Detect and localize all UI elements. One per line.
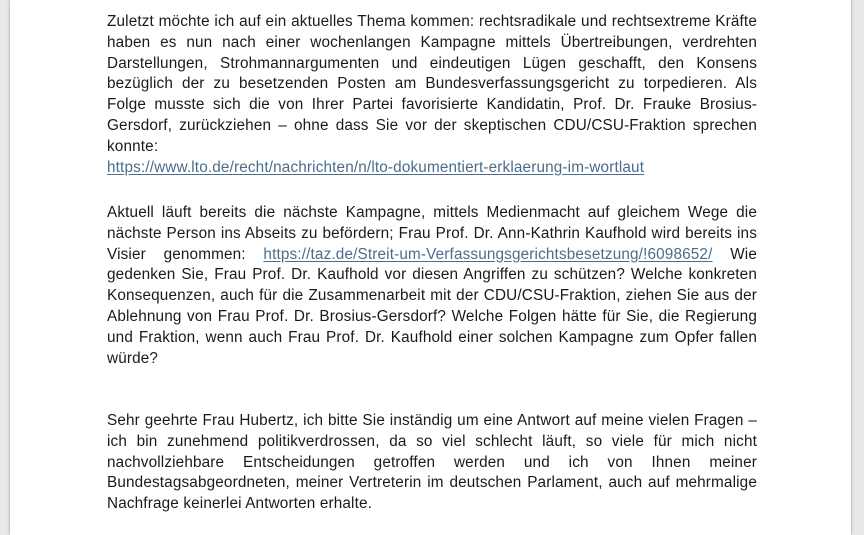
paragraph-2 [107,203,757,369]
paragraph-1-text: Zuletzt möchte ich auf ein aktuelles Thema kommen: rechtsradikale und rechtsextreme Kräfte haben es nun nach einer wochenlangen Kampagne mittels Übertreibungen, verdrehten Darstellungen, Strohmannargumenten und eindeutigen Lügen geschafft, den Konsens bezüglich der zu besetzenden Posten am Bundesverfassungsgericht zu torpedieren. Als Folge musste sich die von Ihrer Partei favorisierte Kandidatin, Prof. Dr. Frauke Brosius-Gersdorf, zurückziehen – ohne dass Sie vor der skeptischen CDU/CSU-Fraktion sprechen konnte: [107,13,757,155]
paragraph-2-text-after-link: Wie gedenken Sie, Frau Prof. Dr. Kaufhold vor diesen Angriffen zu schützen? Welche konkreten Konsequenzen, auch für die Zusammenarbeit mit der CDU/CSU-Fraktion, ziehen Sie aus der Ablehnung von Frau Prof. Dr. Brosius-Gersdorf? Welche Folgen hätte für Sie, die Regierung und Fraktion, wenn auch Frau Prof. Dr. Kaufhold einer solchen Kampagne zum Opfer fallen würde? [107,245,757,367]
document-page [10,0,851,535]
paragraph-3-text: Sehr geehrte Frau Hubertz, ich bitte Sie inständig um eine Antwort auf meine vielen Fragen – ich bin zunehmend politikverdrossen, da so viel schlecht läuft, so viele für mich nicht nachvollziehbare Entscheidungen getroffen werden und ich von Ihnen meiner Bundestagsabgeordneten, meiner Vertreterin im deutschen Parlament, auch auf mehrmalige Nachfrage keinerlei Antworten erhalte. [107,412,757,513]
lto-link[interactable]: https://www.lto.de/recht/nachrichten/n/lto-dokumentiert-erklaerung-im-wortlaut [107,158,645,176]
paragraph-3 [107,411,757,515]
paragraph-2-text-before-link: Aktuell läuft bereits die nächste Kampagne, mittels Medienmacht auf gleichem Wege die nächste Person ins Abseits zu befördern; Frau Prof. Dr. Ann-Kathrin Kaufhold wird bereits ins Visier genommen: [107,204,757,263]
taz-link[interactable]: https://taz.de/Streit-um-Verfassungsgerichtsbesetzung/!6098652/ [263,245,713,263]
paragraph-1 [107,12,757,178]
